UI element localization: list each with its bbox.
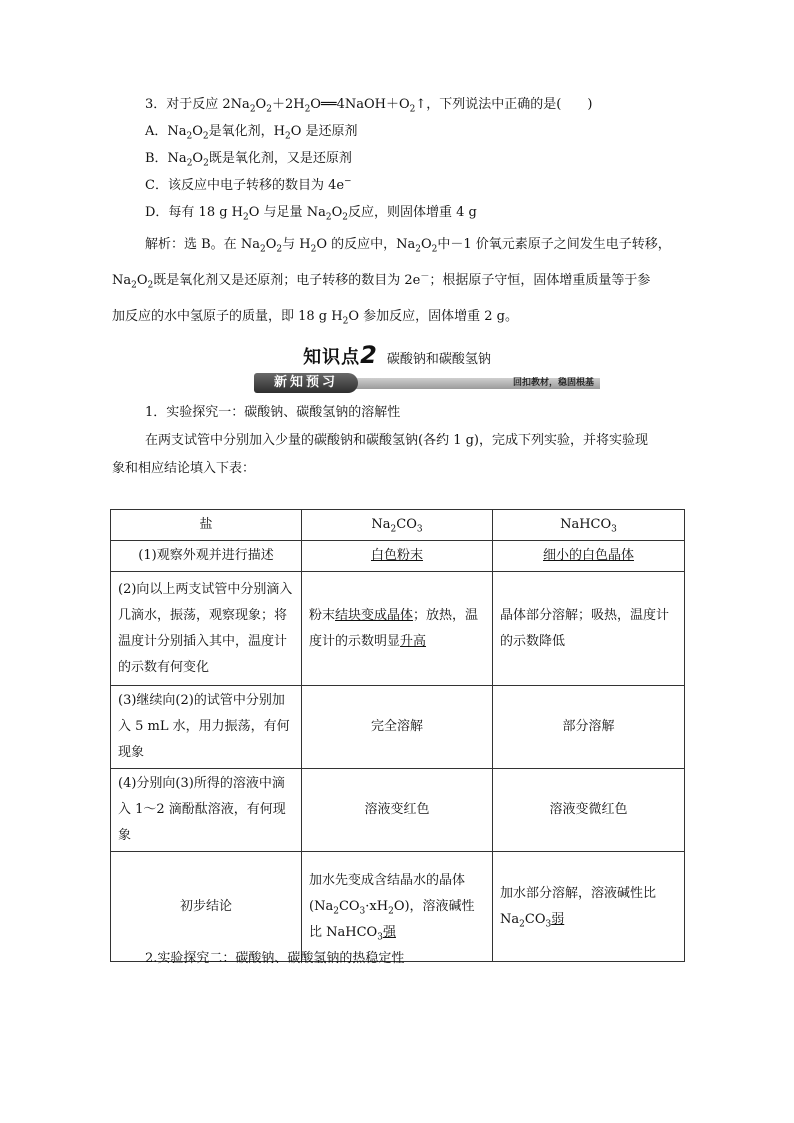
na2co3-cell: 完全溶解: [302, 686, 493, 769]
section-banner: [254, 373, 600, 393]
na2co3-cell: 溶液变红色: [302, 769, 493, 852]
table-row: [111, 541, 685, 572]
step-cell: (1)观察外观并进行描述: [111, 541, 302, 572]
table-row: [111, 572, 685, 686]
experiment1-title: 1．实验探究一：碳酸钠、碳酸氢钠的溶解性: [145, 405, 401, 420]
table-row: [111, 769, 685, 852]
header-na2co3: $Na_2CO_3$: [302, 510, 493, 541]
analysis-line-2: $Na_2O_2$既是氧化剂又是还原剂；电子转移的数目为 2e－；根据原子守恒，固体增重质量等于参: [112, 271, 651, 291]
header-nahco3: NaHCO$_3$: [493, 510, 685, 541]
option-b: B．$Na_2O_2$既是氧化剂，又是还原剂: [145, 151, 352, 169]
table-row: [111, 852, 685, 962]
nahco3-cell: 细小的白色晶体: [493, 541, 685, 572]
option-a: A．$Na_2O_2$是氧化剂，$H_2O$ 是还原剂: [145, 124, 358, 142]
nahco3-cell: 加水部分溶解，溶液碱性比 $Na_2CO_3$弱: [493, 852, 685, 962]
section-title: 知识点: [303, 347, 361, 368]
table-row: [111, 686, 685, 769]
step-cell: 初步结论: [111, 852, 302, 962]
nahco3-cell: 溶液变微红色: [493, 769, 685, 852]
step-cell: (4)分别向(3)所得的溶液中滴入 1～2 滴酚酞溶液，有何现象: [111, 769, 302, 852]
na2co3-cell: 白色粉末: [302, 541, 493, 572]
analysis-line-3: 加反应的水中氢原子的质量，即 18 g $H_2O$ 参加反应，固体增重 2 g。: [112, 309, 518, 327]
table-header-row: [111, 510, 685, 541]
banner-tab: 新知预习: [254, 373, 358, 393]
comparison-table: [110, 509, 685, 962]
nahco3-cell: 晶体部分溶解；吸热，温度计的示数降低: [493, 572, 685, 686]
na2co3-cell: 加水先变成含结晶水的晶体$(Na_2CO_3\cdot xH_2O)$，溶液碱性比 NaHCO$_3$强: [302, 852, 493, 962]
section-heading: [0, 341, 794, 369]
experiment1-intro-2: 象和相应结论填入下表：: [112, 461, 256, 476]
analysis-line-1: 解析：选 B。在 $Na_2O_2$与 $H_2O$ 的反应中，$Na_2O_2$中－1 价氧元素原子之间发生电子转移，: [145, 237, 671, 255]
experiment2-title: 2.实验探究二：碳酸钠、碳酸氢钠的热稳定性: [145, 951, 405, 966]
option-d: D．每有 18 g $H_2O$ 与足量 $Na_2O_2$反应，则固体增重 4 g: [145, 205, 477, 223]
banner-motto: 回扣教材，稳固根基: [512, 378, 594, 388]
question-stem: 3．对于反应 $2Na_2O_2+2H_2O══4NaOH+O_2↑$，下列说法中正确的是( ): [145, 97, 593, 115]
section-number: 2: [360, 341, 377, 369]
step-cell: (2)向以上两支试管中分别滴入几滴水，振荡，观察现象；将温度计分别插入其中，温度计的示数有何变化: [111, 572, 302, 686]
experiment1-intro-1: 在两支试管中分别加入少量的碳酸钠和碳酸氢钠(各约 1 g)，完成下列实验，并将实验现: [145, 433, 649, 448]
na2co3-cell: 粉末结块变成晶体；放热，温度计的示数明显升高: [302, 572, 493, 686]
header-salt: 盐: [111, 510, 302, 541]
nahco3-cell: 部分溶解: [493, 686, 685, 769]
option-c: C．该反应中电子转移的数目为 4e−: [145, 176, 352, 193]
step-cell: (3)继续向(2)的试管中分别加入 5 mL 水，用力振荡，有何现象: [111, 686, 302, 769]
section-subtitle: 碳酸钠和碳酸氢钠: [386, 352, 491, 367]
